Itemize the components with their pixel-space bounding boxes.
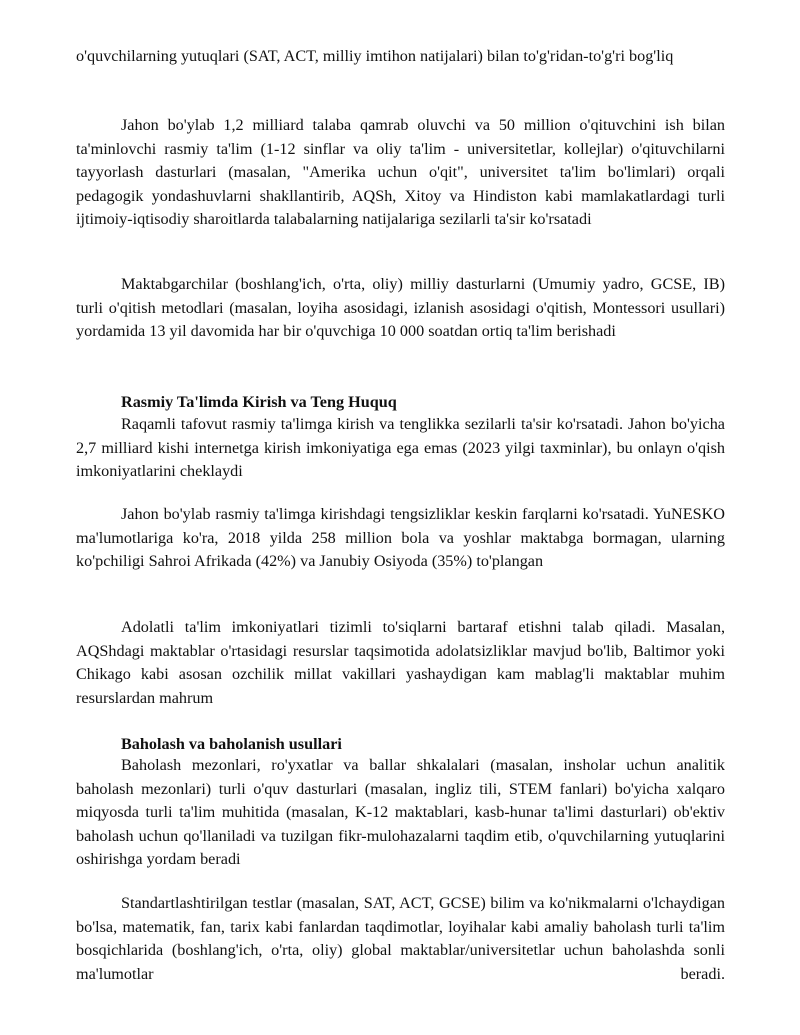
paragraph-schools-curricula: Maktabgarchilar (boshlang'ich, o'rta, oliy) milliy dasturlarni (Umumiy yadro, GCSE, IB) turli o'qitish metodlari (masalan, loyiha asosidagi, izlanish asosidagi o'qitish, Montessori usullari) yordamida 13 yil davomida har bir o'quvchiga 10 000 soatdan ortiq ta'lim berishadi <box>76 275 725 341</box>
paragraph-standardized-tests: Standartlashtirilgan testlar (masalan, SAT, ACT, GCSE) bilim va ko'nikmalarni o'lchaydigan bo'lsa, matematik, fan, tarix kabi fanlardan taqdimotlar, loyihalar kabi amaliy baholash turli ta'lim bosqichlarida (boshlang'ich, o'rta, oliy) global maktablar/universitetlar uchun baholashda sonli ma'lumotlar beradi. <box>76 894 725 983</box>
paragraph-formal-education: Jahon bo'ylab 1,2 milliard talaba qamrab oluvchi va 50 million o'qituvchini ish bilan ta'minlovchi rasmiy ta'lim (1-12 sinflar va oliy ta'lim - universitetlar, kollejlar) o'qituvchilarni tayyorlash dasturlari (masalan, "Amerika uchun o'qit", universitet ta'lim bo'limlari) orqali pedagogik yondashuvlarni shakllantirib, AQSh, Xitoy va Hindiston kabi mamlakatlardagi turli ijtimoiy-iqtisodiy sharoitlarda talabalarning natijalariga sezilarli ta'sir ko'rsatadi <box>76 116 725 229</box>
section-heading-assessment: Baholash va baholanish usullari <box>121 735 342 753</box>
paragraph-access-inequality: Jahon bo'ylab rasmiy ta'limga kirishdagi tengsizliklar keskin farqlarni ko'rsatadi. YuNESKO ma'lumotlariga ko'ra, 2018 yilda 258 million bola va yoshlar maktabga bormagan, ularning ko'pchiligi Sahroi Afrikada (42%) va Janubiy Osiyoda (35%) to'plangan <box>76 505 725 571</box>
paragraph-continuation: o'quvchilarning yutuqlari (SAT, ACT, milliy imtihon natijalari) bilan to'g'ridan-to'g'ri bog'liq <box>76 47 674 65</box>
section-heading-access-equity: Rasmiy Ta'limda Kirish va Teng Huquq <box>121 393 397 411</box>
paragraph-digital-divide: Raqamli tafovut rasmiy ta'limga kirish va tenglikka sezilarli ta'sir ko'rsatadi. Jahon bo'yicha 2,7 milliard kishi internetga kirish imkoniyatiga ega emas (2023 yilgi taxminlar), bu onlayn o'qish imkoniyatlarini cheklaydi <box>76 415 725 481</box>
paragraph-fair-opportunities: Adolatli ta'lim imkoniyatlari tizimli to'siqlarni bartaraf etishni talab qiladi. Masalan, AQShdagi maktablar o'rtasidagi resurslar taqsimotida adolatsizliklar mavjud bo'lib, Baltimor yoki Chikago kabi asosan ozchilik millat vakillari yashaydigan kam mablag'li maktablar muhim resurslardan mahrum <box>76 618 725 707</box>
paragraph-assessment-criteria: Baholash mezonlari, ro'yxatlar va ballar shkalalari (masalan, insholar uchun analitik baholash mezonlari) turli o'quv dasturlari (masalan, ingliz tili, STEM fanlari) bo'yicha xalqaro miqyosda turli ta'lim muhitida (masalan, K-12 maktablari, kasb-hunar ta'limi dasturlari) ob'ektiv baholash uchun qo'llaniladi va tuzilgan fikr-mulohazalarni taqdim etib, o'quvchilarning yutuqlarini oshirishga yordam beradi <box>76 756 725 869</box>
